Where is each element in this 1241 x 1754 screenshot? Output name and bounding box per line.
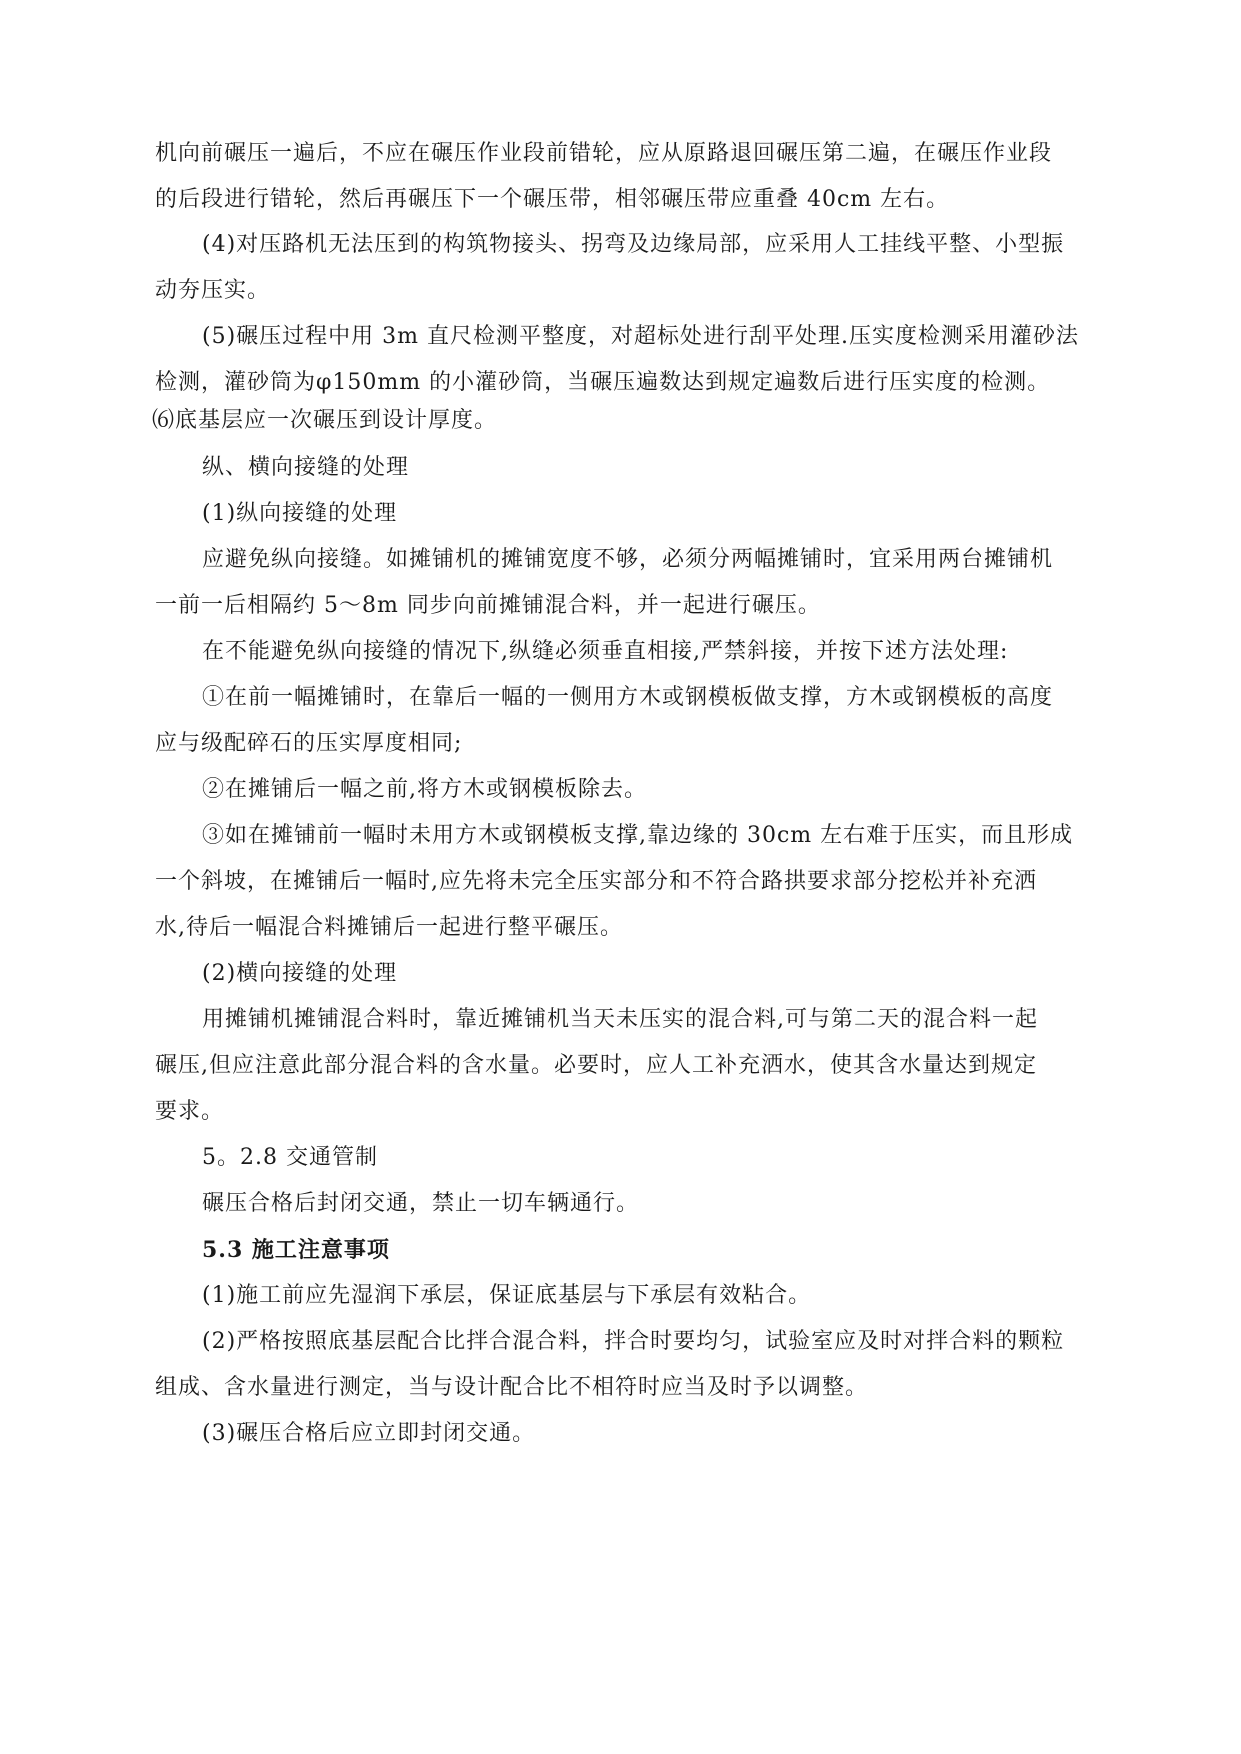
- text-line: (5)碾压过程中用 3m 直尺检测平整度，对超标处进行刮平处理.压实度检测采用灌砂法: [202, 324, 1080, 349]
- text-line: 一前一后相隔约 5～8m 同步向前摊铺混合料，并一起进行碾压。: [155, 593, 821, 618]
- text-line: 一个斜坡，在摊铺后一幅时,应先将未完全压实部分和不符合路拱要求部分挖松并补充洒: [155, 869, 1037, 894]
- text-line: ①在前一幅摊铺时，在靠后一幅的一侧用方木或钢模板做支撑，方木或钢模板的高度: [202, 685, 1054, 710]
- text-line: 水,待后一幅混合料摊铺后一起进行整平碾压。: [155, 915, 623, 940]
- text-line: (2)严格按照底基层配合比拌合混合料，拌合时要均匀，试验室应及时对拌合料的颗粒: [202, 1329, 1065, 1354]
- text-line: (4)对压路机无法压到的构筑物接头、拐弯及边缘局部，应采用人工挂线平整、小型振: [202, 232, 1065, 257]
- text-line: 碾压,但应注意此部分混合料的含水量。必要时，应人工补充洒水，使其含水量达到规定: [155, 1053, 1037, 1078]
- text-line: (1)施工前应先湿润下承层，保证底基层与下承层有效粘合。: [202, 1283, 812, 1308]
- text-line: ⑹底基层应一次碾压到设计厚度。: [152, 408, 498, 433]
- text-line: 用摊铺机摊铺混合料时，靠近摊铺机当天未压实的混合料,可与第二天的混合料一起: [202, 1007, 1038, 1032]
- text-line: 组成、含水量进行测定，当与设计配合比不相符时应当及时予以调整。: [155, 1375, 869, 1400]
- text-line: (3)碾压合格后应立即封闭交通。: [202, 1421, 536, 1446]
- text-line: 应避免纵向接缝。如摊铺机的摊铺宽度不够，必须分两幅摊铺时，宜采用两台摊铺机: [202, 547, 1054, 572]
- subsection-heading: 5。2.8 交通管制: [202, 1145, 378, 1170]
- text-line: 机向前碾压一遍后，不应在碾压作业段前错轮，应从原路退回碾压第二遍，在碾压作业段: [155, 141, 1053, 166]
- text-line: 碾压合格后封闭交通，禁止一切车辆通行。: [202, 1191, 640, 1216]
- text-line: 检测，灌砂筒为φ150mm 的小灌砂筒，当碾压遍数达到规定遍数后进行压实度的检测。: [155, 370, 1051, 395]
- section-heading: 纵、横向接缝的处理: [202, 455, 410, 480]
- section-heading: 5.3 施工注意事项: [202, 1237, 390, 1263]
- text-line: 动夯压实。: [155, 278, 271, 303]
- subsection-heading: (1)纵向接缝的处理: [202, 501, 398, 526]
- text-line: ②在摊铺后一幅之前,将方木或钢模板除去。: [202, 777, 647, 802]
- text-line: ③如在摊铺前一幅时未用方木或钢模板支撑,靠边缘的 30cm 左右难于压实，而且形成: [202, 823, 1074, 848]
- text-line: 要求。: [155, 1099, 225, 1124]
- text-line: 应与级配碎石的压实厚度相同;: [155, 731, 463, 756]
- text-line: 的后段进行错轮，然后再碾压下一个碾压带，相邻碾压带应重叠 40cm 左右。: [155, 187, 950, 212]
- subsection-heading: (2)横向接缝的处理: [202, 961, 398, 986]
- text-line: 在不能避免纵向接缝的情况下,纵缝必须垂直相接,严禁斜接，并按下述方法处理:: [202, 639, 1009, 664]
